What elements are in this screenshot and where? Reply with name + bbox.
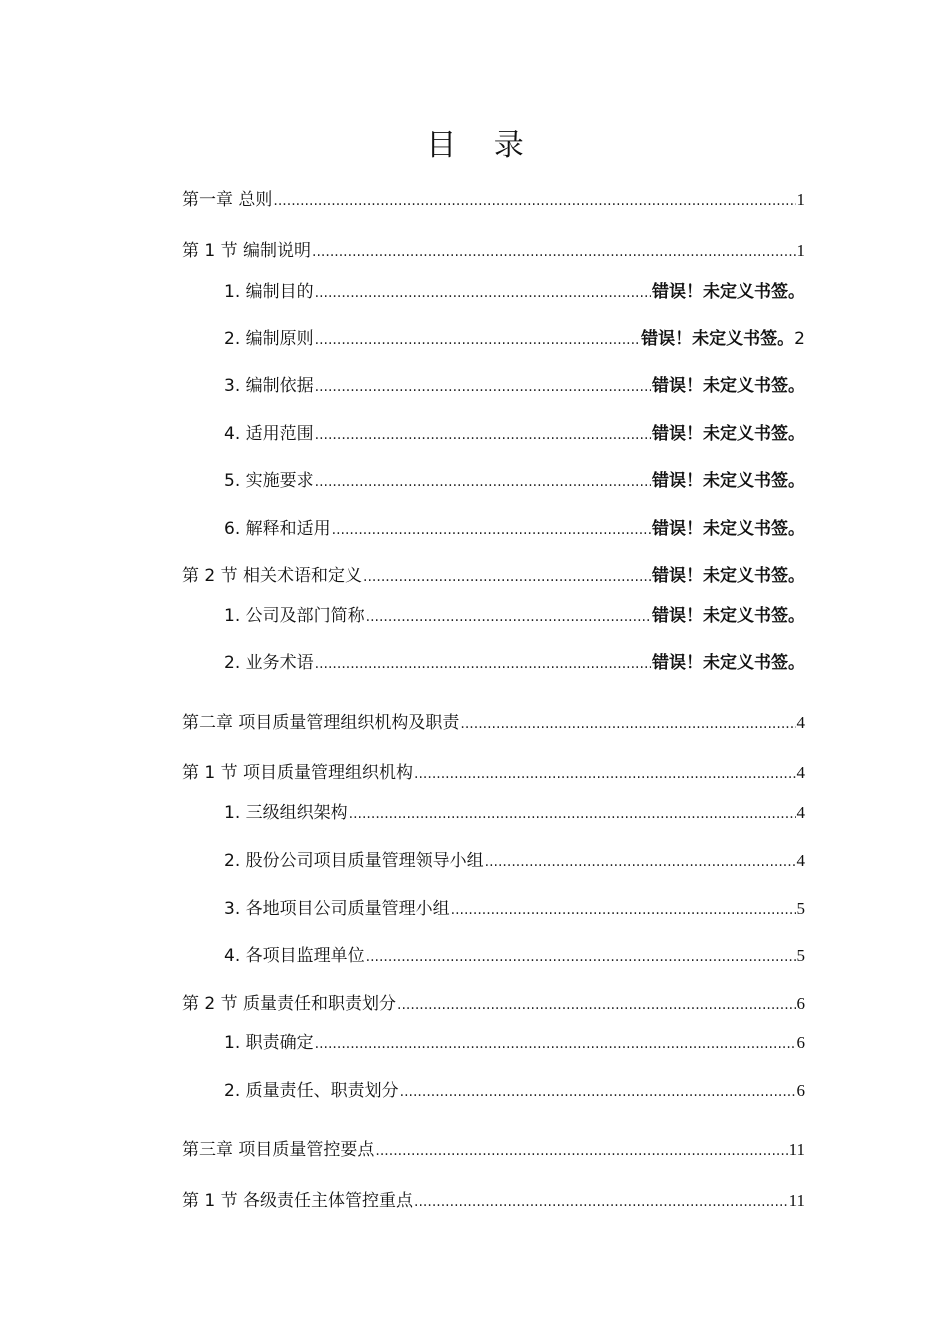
toc-entry[interactable]	[182, 1187, 805, 1215]
toc-page-number: 4	[796, 763, 805, 782]
toc-bookmark-error: 错误！未定义书签。	[641, 329, 795, 349]
toc-bookmark-error: 错误！未定义书签。	[652, 606, 805, 626]
toc-bookmark-error: 错误！未定义书签。	[652, 282, 805, 302]
toc-entry[interactable]	[224, 847, 805, 875]
toc-dot-leader	[315, 421, 651, 449]
toc-entry[interactable]	[224, 278, 805, 306]
toc-entry[interactable]	[182, 759, 805, 787]
toc-bookmark-error: 错误！未定义书签。	[652, 653, 805, 673]
toc-dot-leader	[397, 991, 795, 1019]
toc-entry[interactable]	[182, 562, 805, 590]
toc-entry[interactable]	[224, 895, 805, 923]
toc-page-number: 11	[788, 1140, 805, 1159]
toc-dot-leader	[315, 373, 651, 401]
toc-entry-label: 1. 公司及部门简称	[224, 606, 365, 626]
toc-bookmark-error: 错误！未定义书签。	[652, 566, 805, 586]
toc-page-number: 6	[796, 1081, 805, 1100]
toc-entry[interactable]	[182, 709, 805, 737]
toc-entry-label: 第 1 节 项目质量管理组织机构	[182, 763, 414, 783]
toc-entry[interactable]	[182, 990, 805, 1018]
toc-dot-leader	[485, 848, 796, 876]
toc-page-number: 6	[796, 994, 805, 1013]
toc-entry-label: 第一章 总则	[182, 190, 273, 210]
toc-bookmark-error: 错误！未定义书签。	[652, 471, 805, 491]
toc-dot-leader	[315, 650, 651, 678]
toc-entry-label: 2. 编制原则	[224, 329, 314, 349]
toc-page-number: 1	[796, 241, 805, 260]
toc-dot-leader	[315, 279, 651, 307]
toc-entry-label: 4. 各项目监理单位	[224, 946, 365, 966]
toc-entry-label: 1. 职责确定	[224, 1033, 314, 1053]
toc-entry-label: 第 1 节 各级责任主体管控重点	[182, 1191, 414, 1211]
toc-dot-leader	[400, 1078, 796, 1106]
toc-dot-leader	[414, 760, 795, 788]
toc-entry-label: 1. 三级组织架构	[224, 803, 348, 823]
toc-entry[interactable]	[224, 602, 805, 630]
toc-page-number: 4	[796, 851, 805, 870]
toc-page-number: 4	[796, 803, 805, 822]
toc-entry-label: 5. 实施要求	[224, 471, 314, 491]
toc-entry-label: 第 2 节 相关术语和定义	[182, 566, 363, 586]
toc-entry-label: 4. 适用范围	[224, 424, 314, 444]
toc-dot-leader	[366, 943, 796, 971]
toc-dot-leader	[315, 1030, 796, 1058]
toc-page-number: 4	[796, 713, 805, 732]
toc-entry-label: 第 2 节 质量责任和职责划分	[182, 994, 397, 1014]
toc-entry-label: 3. 各地项目公司质量管理小组	[224, 899, 450, 919]
toc-entry[interactable]	[182, 186, 805, 214]
toc-dot-leader	[460, 710, 795, 738]
toc-dot-leader	[375, 1137, 787, 1165]
toc-dot-leader	[332, 516, 651, 544]
toc-page-number: 2	[794, 329, 805, 349]
toc-bookmark-error: 错误！未定义书签。	[652, 519, 805, 539]
toc-entry[interactable]	[224, 515, 805, 543]
toc-entry[interactable]	[224, 372, 805, 400]
toc-page-number: 11	[788, 1191, 805, 1210]
toc-dot-leader	[315, 468, 651, 496]
toc-dot-leader	[315, 326, 641, 354]
toc-dot-leader	[366, 603, 651, 631]
toc-entry-label: 2. 质量责任、职责划分	[224, 1081, 399, 1101]
toc-bookmark-error: 错误！未定义书签。	[652, 376, 805, 396]
toc-entry[interactable]	[224, 1029, 805, 1057]
toc-entry[interactable]	[224, 799, 805, 827]
toc-entry[interactable]	[224, 467, 805, 495]
toc-dot-leader	[273, 187, 795, 215]
toc-entry-label: 第二章 项目质量管理组织机构及职责	[182, 713, 460, 733]
toc-dot-leader	[312, 238, 795, 266]
toc-entry[interactable]	[182, 237, 805, 265]
toc-entry[interactable]	[224, 420, 805, 448]
toc-entry[interactable]	[182, 1136, 805, 1164]
toc-entry-label: 2. 股份公司项目质量管理领导小组	[224, 851, 484, 871]
toc-entry-label: 第三章 项目质量管控要点	[182, 1140, 375, 1160]
toc-entry[interactable]	[224, 942, 805, 970]
toc-page-number: 5	[796, 946, 805, 965]
toc-dot-leader	[349, 800, 796, 828]
toc-entry-label: 2. 业务术语	[224, 653, 314, 673]
toc-page-number: 5	[796, 899, 805, 918]
toc-dot-leader	[414, 1188, 788, 1216]
toc-page-number: 6	[796, 1033, 805, 1052]
toc-dot-leader	[363, 563, 651, 591]
toc-entry-label: 1. 编制目的	[224, 282, 314, 302]
toc-entry[interactable]	[224, 649, 805, 677]
toc-page-number: 1	[796, 190, 805, 209]
toc-bookmark-error: 错误！未定义书签。	[652, 424, 805, 444]
toc-entry-label: 3. 编制依据	[224, 376, 314, 396]
toc-title: 目 录	[426, 128, 538, 163]
toc-entry-label: 6. 解释和适用	[224, 519, 331, 539]
toc-dot-leader	[451, 896, 796, 924]
toc-entry[interactable]	[224, 325, 805, 353]
toc-entry-label: 第 1 节 编制说明	[182, 241, 312, 261]
toc-entry[interactable]	[224, 1077, 805, 1105]
